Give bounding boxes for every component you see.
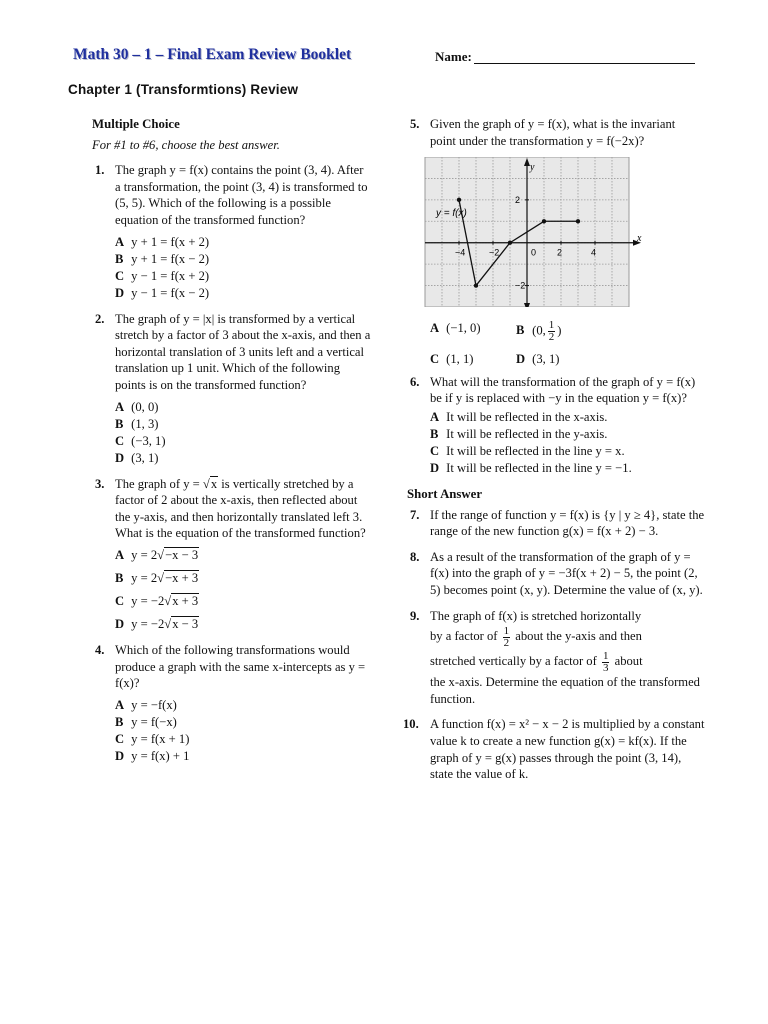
options bbox=[115, 697, 372, 765]
option-b[interactable]: B (0, $\frac{1}{2}$ ) bbox=[516, 318, 562, 343]
question-text: A function f(x) = x² − x − 2 is multiplied by a constant value k to create a new function g(x) = kf(x). If the graph of y = g(x) passes through the point (3, 14), state the value of k. bbox=[430, 717, 705, 782]
x-tick-label: 4 bbox=[591, 247, 597, 258]
question-3 bbox=[92, 476, 372, 633]
data-point bbox=[576, 219, 580, 223]
question-number: 5. bbox=[410, 117, 420, 131]
question-text: What will the transformation of the graph of y = f(x) be if y is replaced with −y in the equation y = f(x)? bbox=[430, 374, 696, 406]
question-7 bbox=[407, 507, 707, 540]
question-text: As a result of the transformation of the graph of y = f(x) into the graph of y = −3f(x + 2) − 5, the point (2, 5) becomes point (x, y). Determine the value of (x, y). bbox=[430, 549, 703, 597]
question-number: 8. bbox=[410, 549, 420, 564]
question-number: 7. bbox=[410, 507, 420, 522]
question-10 bbox=[403, 716, 707, 782]
options bbox=[115, 399, 372, 467]
option-a[interactable]: A (−1, 0) bbox=[430, 320, 481, 335]
question-text: Given the graph of y = f(x), what is the invariant point under the transformation y = f(−2x)? bbox=[430, 117, 676, 148]
question-2 bbox=[92, 311, 372, 467]
options bbox=[430, 409, 707, 477]
question-5 bbox=[407, 116, 707, 149]
question-text: The graph y = f(x) contains the point (3, 4). After a transformation, the point (3, 4) is transformed to (5, 5). Which of the following is a possible equation of the transformed function? bbox=[115, 163, 368, 227]
option-a[interactable]: A (0, 0) bbox=[115, 399, 159, 414]
option-a[interactable]: A It will be reflected in the x-axis. bbox=[430, 409, 608, 424]
option-c[interactable]: C (−3, 1) bbox=[115, 433, 166, 448]
data-point bbox=[474, 284, 478, 288]
question-number: 3. bbox=[95, 476, 105, 491]
option-b[interactable]: B It will be reflected in the y-axis. bbox=[430, 426, 608, 441]
name-blank-line[interactable] bbox=[474, 63, 695, 64]
y-tick-label: 2 bbox=[515, 195, 521, 206]
option-c[interactable]: C y = f(x + 1) bbox=[115, 731, 190, 746]
option-c[interactable]: C (1, 1) bbox=[430, 351, 474, 366]
question-text: Which of the following transformations would produce a graph with the same x-intercepts as y = f(x)? bbox=[115, 642, 366, 691]
chapter-title: Chapter 1 (Transformtions) Review bbox=[68, 82, 299, 97]
option-b[interactable]: B y = f(−x) bbox=[115, 714, 177, 729]
question-number: 1. bbox=[95, 163, 105, 178]
option-d[interactable]: D (3, 1) bbox=[516, 351, 560, 366]
right-column bbox=[403, 116, 707, 792]
question-6 bbox=[407, 374, 707, 477]
booklet-title: Math 30 – 1 – Final Exam Review Booklet bbox=[73, 46, 352, 63]
multiple-choice-heading: Multiple Choice bbox=[92, 117, 180, 131]
sqrt-expression: √x bbox=[202, 476, 218, 491]
data-point bbox=[542, 219, 546, 223]
question-number: 9. bbox=[410, 608, 420, 623]
function-label: y = f(x) bbox=[436, 208, 467, 220]
option-b[interactable]: B y = 2√−x + 3 bbox=[115, 570, 199, 585]
option-d[interactable]: D It will be reflected in the line y = −1. bbox=[430, 460, 632, 475]
question-text: The graph of y = |x| is transformed by a vertical stretch by a factor of 3 about the x-axis, and then a horizontal translation of 3 units left and a vertical translation up 1 unit. Which of the following points is on the transformed function? bbox=[115, 311, 371, 392]
option-c[interactable]: C y − 1 = f(x + 2) bbox=[115, 268, 210, 283]
x-tick-label: −2 bbox=[489, 247, 500, 258]
question-1 bbox=[92, 162, 372, 301]
option-a[interactable]: A y + 1 = f(x + 2) bbox=[115, 234, 210, 249]
option-b[interactable]: B (1, 3) bbox=[115, 416, 159, 431]
short-answer-heading: Short Answer bbox=[407, 486, 483, 501]
data-point bbox=[508, 241, 512, 245]
question-text: The graph of y = √x is vertically stretched by a factor of 2 about the x-axis, then reflected about the y-axis, and then horizontally translated left 3. What is the equation of the transformed function? bbox=[115, 476, 366, 541]
option-d[interactable]: D y = f(x) + 1 bbox=[115, 748, 190, 763]
option-d[interactable]: D (3, 1) bbox=[115, 450, 159, 465]
data-point bbox=[457, 198, 461, 202]
option-c[interactable]: C It will be reflected in the line y = x. bbox=[430, 443, 625, 458]
question-5-options bbox=[430, 320, 707, 368]
y-axis-label: y bbox=[530, 162, 535, 174]
y-tick-label: −2 bbox=[515, 280, 526, 291]
x-tick-label: −4 bbox=[455, 247, 466, 258]
option-a[interactable]: A y = 2√−x − 3 bbox=[115, 547, 199, 562]
instructions: For #1 to #6, choose the best answer. bbox=[92, 137, 280, 152]
name-label: Name: bbox=[435, 49, 472, 64]
option-d[interactable]: D y = −2√x − 3 bbox=[115, 616, 199, 631]
question-number: 10. bbox=[403, 717, 419, 732]
options bbox=[115, 547, 372, 633]
options bbox=[115, 234, 372, 302]
option-a[interactable]: A y = −f(x) bbox=[115, 697, 177, 712]
question-text: The graph of f(x) is stretched horizontally by a factor of $\frac{1}{2}$ about the y-axis and then stretched vertically by a factor of $\frac{1}{3}$ about the x-axis. Determine the equation of the transformed function. bbox=[430, 608, 700, 706]
option-c[interactable]: C y = −2√x + 3 bbox=[115, 593, 199, 608]
option-b[interactable]: B y + 1 = f(x − 2) bbox=[115, 251, 210, 266]
question-number: 4. bbox=[95, 642, 105, 657]
question-9 bbox=[407, 608, 707, 708]
question-8 bbox=[407, 549, 707, 599]
question-number: 6. bbox=[410, 374, 420, 389]
x-tick-label: 2 bbox=[557, 247, 563, 258]
question-text: If the range of function y = f(x) is {y | y ≥ 4}, state the range of the new function g(x) = f(x + 2) − 3. bbox=[430, 507, 705, 539]
x-tick-label: 0 bbox=[531, 247, 537, 258]
question-number: 2. bbox=[95, 311, 105, 326]
function-graph bbox=[409, 157, 649, 307]
question-4 bbox=[92, 642, 372, 765]
x-axis-label: x bbox=[637, 233, 642, 245]
left-column bbox=[92, 116, 372, 774]
option-d[interactable]: D y − 1 = f(x − 2) bbox=[115, 285, 210, 300]
